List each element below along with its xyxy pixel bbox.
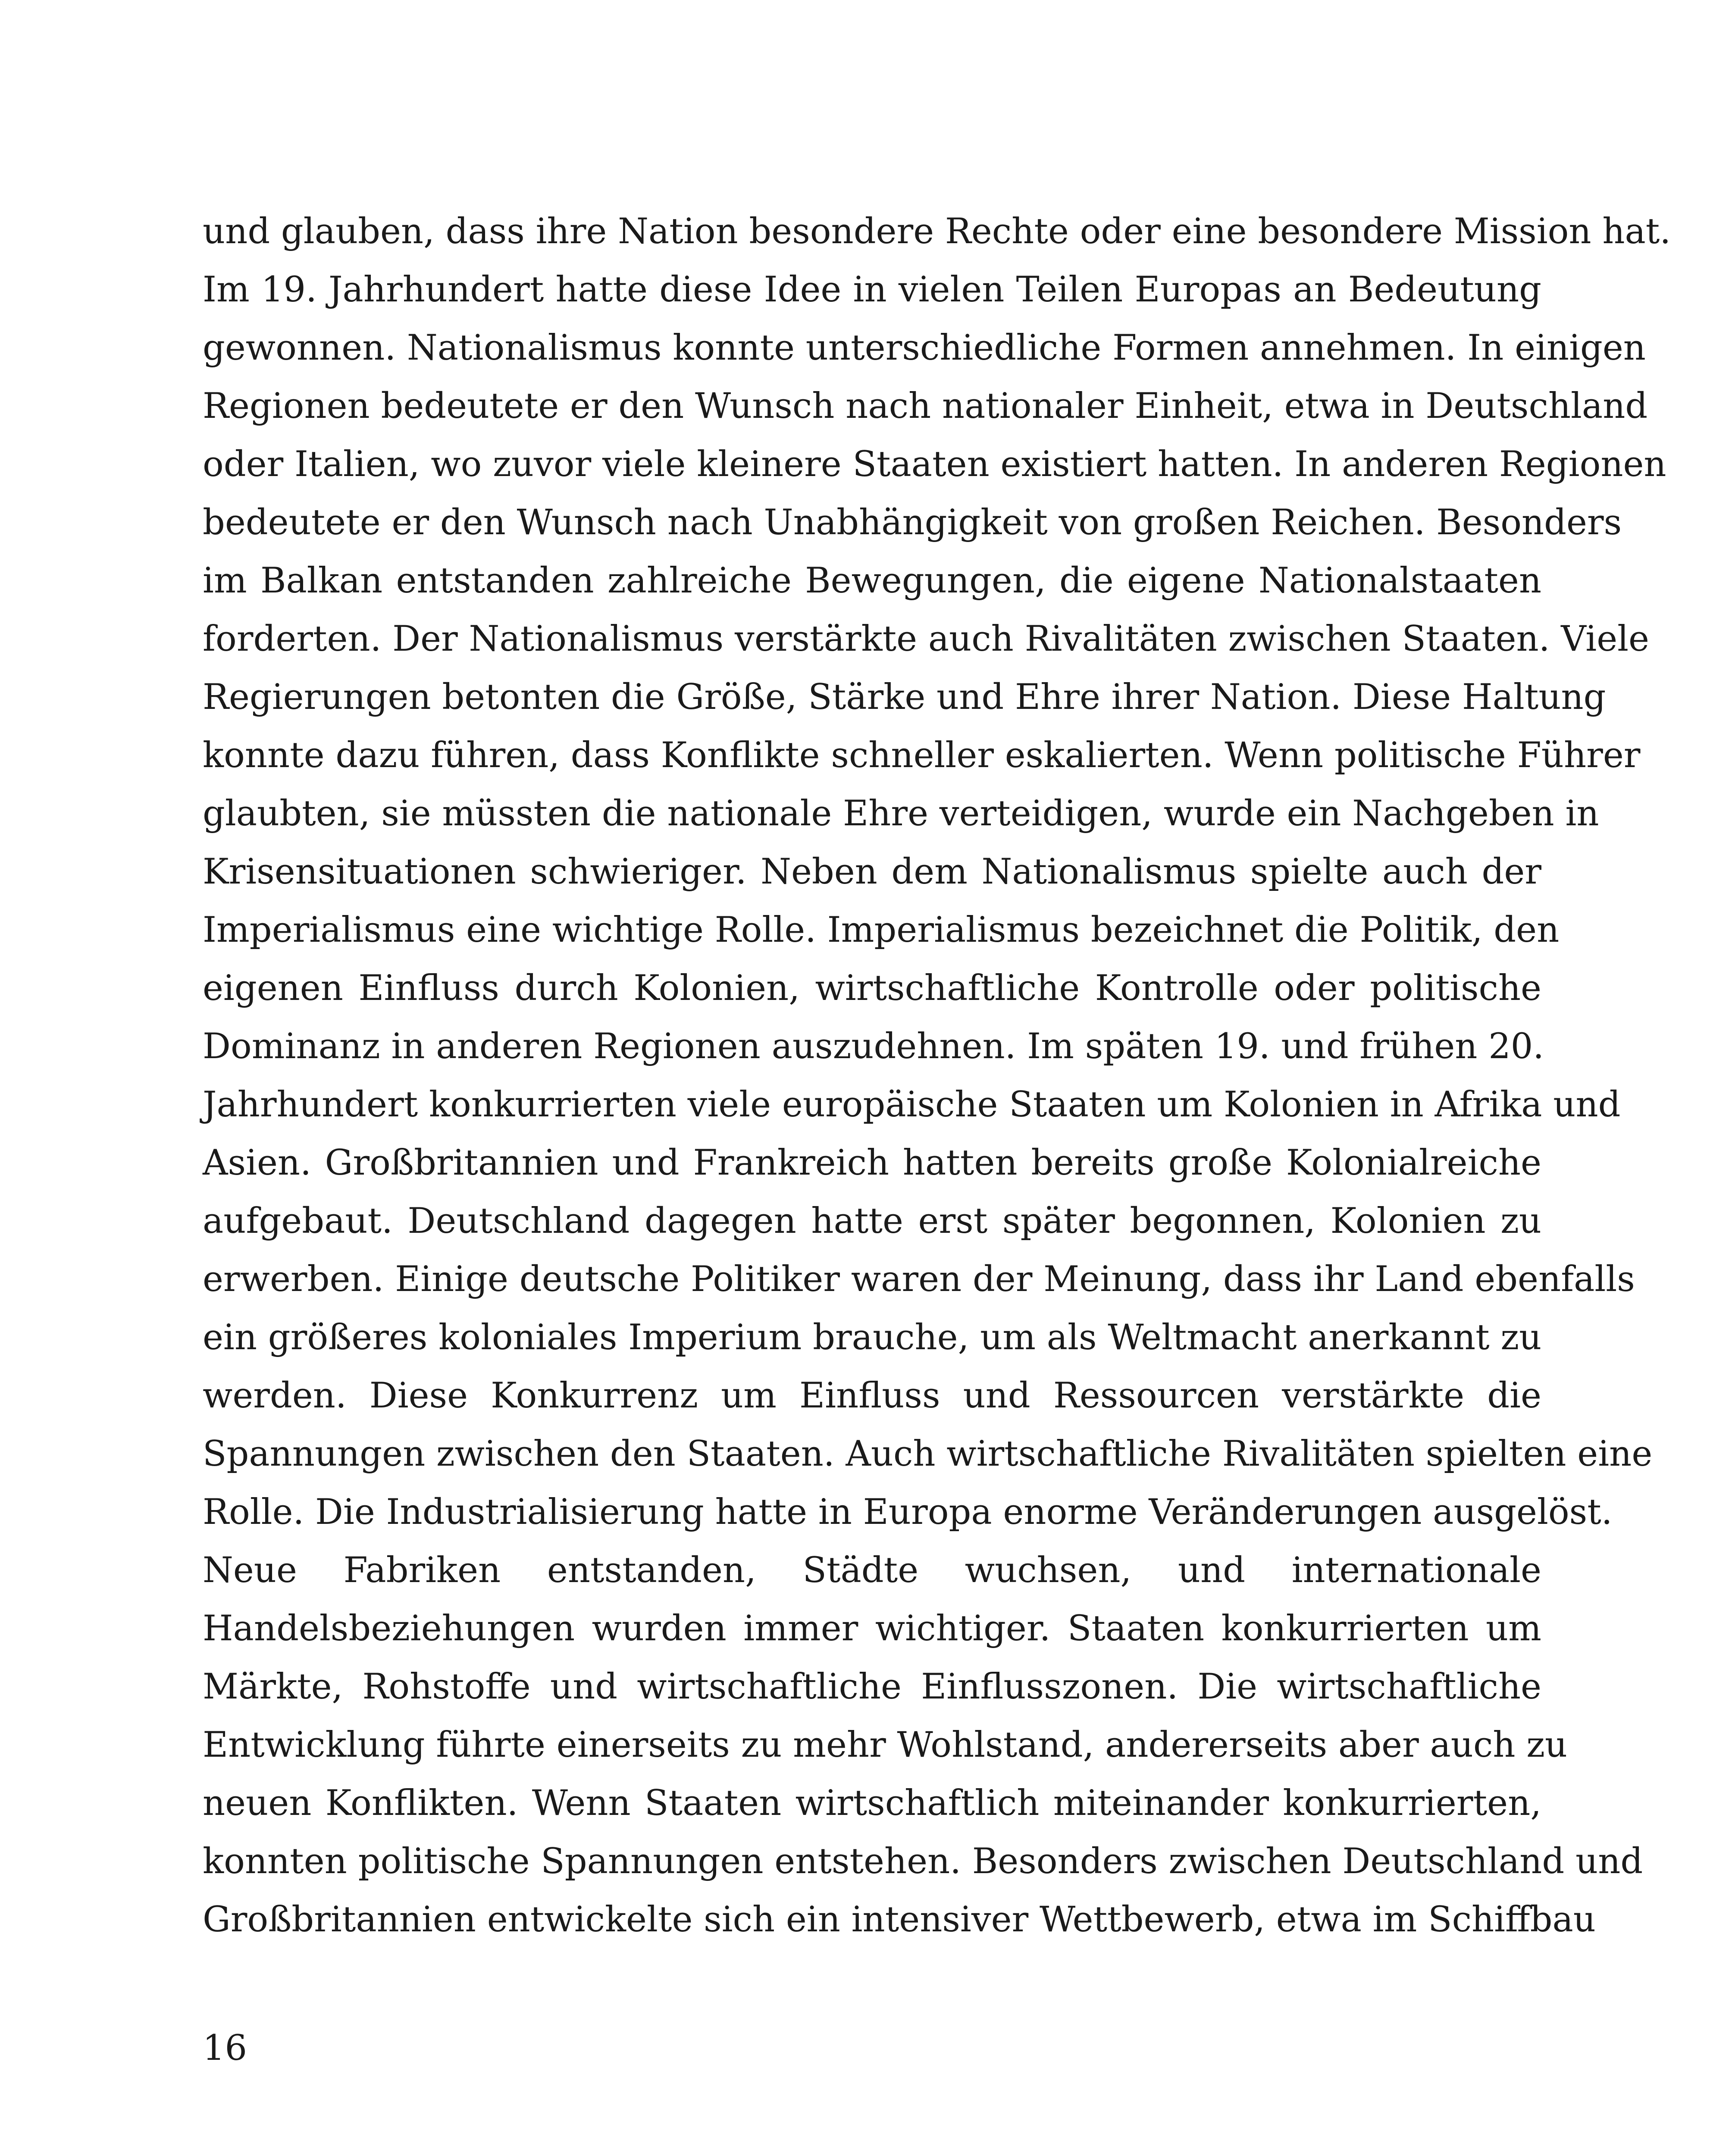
- text-line: Rolle. Die Industrialisierung hatte in Europa enorme Veränderungen ausgelöst.: [203, 1492, 1613, 1532]
- text-line: Dominanz in anderen Regionen auszudehnen. Im späten 19. und frühen 20.: [203, 1026, 1544, 1067]
- text-line: Handelsbeziehungen wurden immer wichtiger. Staaten konkurrierten um: [203, 1608, 1541, 1649]
- text-line: Imperialismus eine wichtige Rolle. Imperialismus bezeichnet die Politik, den: [203, 910, 1560, 950]
- text-line: und glauben, dass ihre Nation besondere Rechte oder eine besondere Mission hat.: [203, 211, 1671, 252]
- text-line: Krisensituationen schwieriger. Neben dem Nationalismus spielte auch der: [203, 852, 1541, 892]
- text-line: im Balkan entstanden zahlreiche Bewegungen, die eigene Nationalstaaten: [203, 561, 1541, 601]
- text-line: oder Italien, wo zuvor viele kleinere Staaten existiert hatten. In anderen Regionen: [203, 444, 1666, 485]
- text-line: Großbritannien entwickelte sich ein intensiver Wettbewerb, etwa im Schiffbau: [203, 1899, 1596, 1940]
- text-line: ein größeres koloniales Imperium brauche, um als Weltmacht anerkannt zu: [203, 1317, 1542, 1358]
- text-line: konnte dazu führen, dass Konflikte schneller eskalierten. Wenn politische Führer: [203, 735, 1641, 776]
- text-line: neuen Konflikten. Wenn Staaten wirtschaftlich miteinander konkurrierten,: [203, 1783, 1541, 1824]
- text-line: aufgebaut. Deutschland dagegen hatte erst später begonnen, Kolonien zu: [203, 1201, 1541, 1241]
- text-line: Neue Fabriken entstanden, Städte wuchsen, und internationale: [203, 1550, 1541, 1591]
- text-line: Entwicklung führte einerseits zu mehr Wohlstand, andererseits aber auch zu: [203, 1725, 1568, 1765]
- text-line: bedeutete er den Wunsch nach Unabhängigkeit von großen Reichen. Besonders: [203, 502, 1622, 543]
- text-line: Im 19. Jahrhundert hatte diese Idee in vielen Teilen Europas an Bedeutung: [203, 270, 1541, 310]
- text-line: Asien. Großbritannien und Frankreich hatten bereits große Kolonialreiche: [203, 1143, 1541, 1183]
- text-line: gewonnen. Nationalismus konnte unterschiedliche Formen annehmen. In einigen: [203, 328, 1646, 368]
- text-line: Jahrhundert konkurrierten viele europäische Staaten um Kolonien in Afrika und: [203, 1084, 1621, 1125]
- text-line: glaubten, sie müssten die nationale Ehre verteidigen, wurde ein Nachgeben in: [203, 793, 1599, 834]
- text-line: konnten politische Spannungen entstehen. Besonders zwischen Deutschland und: [203, 1841, 1643, 1882]
- text-line: Märkte, Rohstoffe und wirtschaftliche Einflusszonen. Die wirtschaftliche: [203, 1667, 1541, 1707]
- text-line: erwerben. Einige deutsche Politiker waren der Meinung, dass ihr Land ebenfalls: [203, 1259, 1635, 1300]
- text-line: forderten. Der Nationalismus verstärkte auch Rivalitäten zwischen Staaten. Viele: [203, 619, 1649, 659]
- body-paragraph: [203, 203, 1671, 1949]
- text-line: eigenen Einfluss durch Kolonien, wirtschaftliche Kontrolle oder politische: [203, 968, 1541, 1009]
- text-line: Spannungen zwischen den Staaten. Auch wirtschaftliche Rivalitäten spielten eine: [203, 1434, 1653, 1474]
- text-line: Regionen bedeutete er den Wunsch nach nationaler Einheit, etwa in Deutschland: [203, 386, 1648, 426]
- text-line: Regierungen betonten die Größe, Stärke und Ehre ihrer Nation. Diese Haltung: [203, 677, 1606, 718]
- text-line: werden. Diese Konkurrenz um Einfluss und Ressourcen verstärkte die: [203, 1376, 1541, 1416]
- page-number: 16: [203, 2028, 247, 2068]
